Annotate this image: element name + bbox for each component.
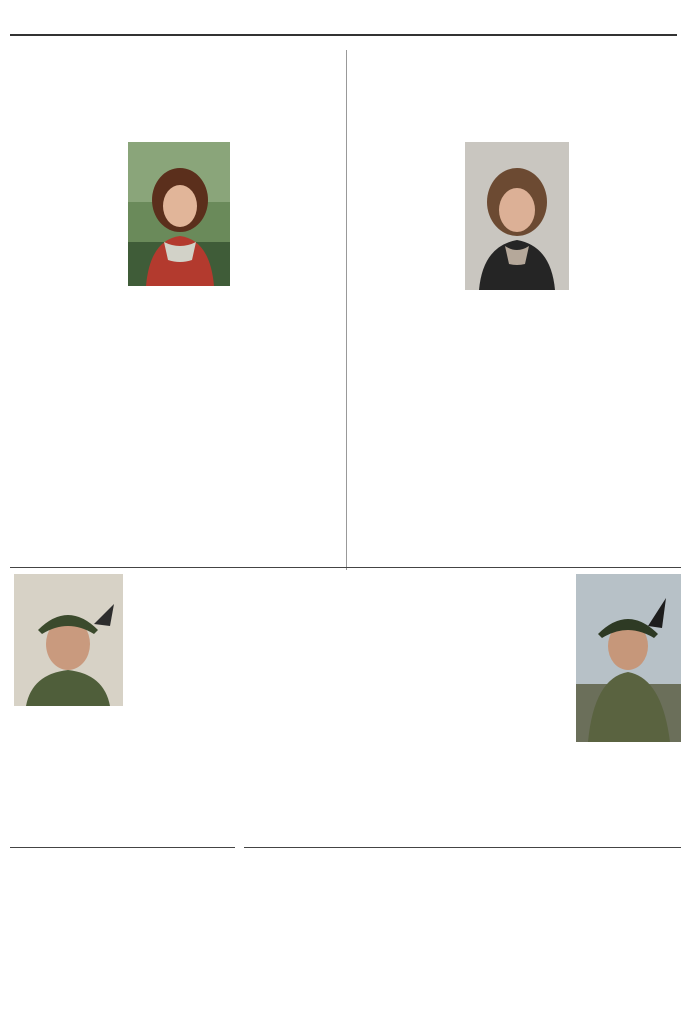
cravero-column-3 [238, 142, 340, 554]
section-divider [10, 567, 681, 568]
bosio-alpine-photo [576, 574, 681, 742]
cravero-photo-caption [128, 294, 230, 560]
section-divider-left [10, 847, 235, 848]
section-divider-right [244, 847, 681, 848]
bosio-column-4 [462, 650, 566, 1004]
barbero-photo [465, 142, 569, 290]
bosio-column-3 [353, 650, 455, 1004]
bosio-column-5 [576, 750, 681, 1004]
bosio-photo [14, 574, 123, 706]
cravero-photo [128, 142, 230, 286]
barbero-column-1 [356, 142, 457, 560]
page-header [10, 10, 677, 36]
cravero-column-1 [18, 142, 119, 560]
barbero-column-2 [465, 298, 569, 556]
barbero-poem [577, 142, 679, 554]
bosio-column-1 [130, 574, 236, 1004]
column-divider [346, 50, 347, 570]
bosio-column-2 [244, 650, 346, 1004]
